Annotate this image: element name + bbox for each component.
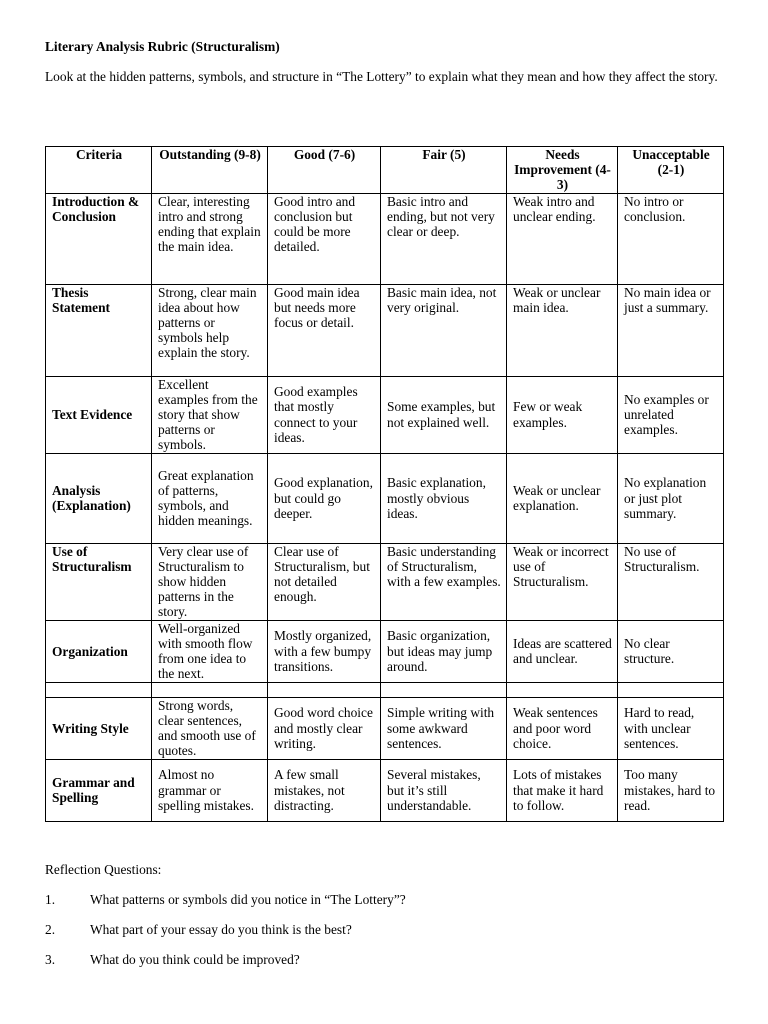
reflection-question (45, 952, 300, 968)
header-good: Good (7-6) (268, 147, 381, 194)
table-row (46, 759, 724, 821)
table-row (46, 376, 724, 453)
header-row (46, 147, 724, 194)
table-row (46, 697, 724, 759)
reflection-question (45, 922, 352, 938)
table-cell: No use of Structuralism. (618, 543, 724, 620)
table-cell: Clear use of Structuralism, but not detailed enough. (268, 543, 381, 620)
table-cell (618, 682, 724, 697)
table-cell: Basic organization, but ideas may jump around. (381, 620, 507, 682)
table-cell: Excellent examples from the story that show patterns or symbols. (152, 376, 268, 453)
table-cell: Basic intro and ending, but not very clear or deep. (381, 193, 507, 284)
table-cell: Basic understanding of Structuralism, with a few examples. (381, 543, 507, 620)
question-text: What do you think could be improved? (90, 952, 300, 967)
table-row (46, 453, 724, 543)
header-unacceptable: Unacceptable (2-1) (618, 147, 724, 194)
table-cell: Strong words, clear sentences, and smooth use of quotes. (152, 697, 268, 759)
table-cell: Weak sentences and poor word choice. (507, 697, 618, 759)
table-cell: Clear, interesting intro and strong ending that explain the main idea. (152, 193, 268, 284)
table-cell: Weak or incorrect use of Structuralism. (507, 543, 618, 620)
table-cell: Weak or unclear explanation. (507, 453, 618, 543)
table-cell: No clear structure. (618, 620, 724, 682)
table-cell (152, 682, 268, 697)
criteria-cell: Use of Structuralism (46, 543, 152, 620)
reflection-question (45, 892, 406, 908)
table-cell: No explanation or just plot summary. (618, 453, 724, 543)
table-cell: Good explanation, but could go deeper. (268, 453, 381, 543)
question-text: What part of your essay do you think is the best? (90, 922, 352, 937)
criteria-cell: Analysis (Explanation) (46, 453, 152, 543)
header-fair: Fair (5) (381, 147, 507, 194)
intro-paragraph: Look at the hidden patterns, symbols, and structure in “The Lottery” to explain what they mean and how they affect the story. (45, 69, 718, 84)
criteria-cell: Text Evidence (46, 376, 152, 453)
table-cell: Good main idea but needs more focus or detail. (268, 284, 381, 376)
question-text: What patterns or symbols did you notice in “The Lottery”? (90, 892, 406, 907)
document-title: Literary Analysis Rubric (Structuralism) (45, 39, 280, 54)
table-cell: Strong, clear main idea about how patterns or symbols help explain the story. (152, 284, 268, 376)
table-cell: Weak intro and unclear ending. (507, 193, 618, 284)
header-criteria: Criteria (46, 147, 152, 194)
table-cell (507, 682, 618, 697)
criteria-cell: Grammar and Spelling (46, 759, 152, 821)
table-row (46, 543, 724, 620)
table-cell: Good word choice and mostly clear writing. (268, 697, 381, 759)
question-number: 3. (45, 952, 56, 967)
table-cell: Simple writing with some awkward sentences. (381, 697, 507, 759)
table-cell: No main idea or just a summary. (618, 284, 724, 376)
table-cell: Mostly organized, with a few bumpy transitions. (268, 620, 381, 682)
table-cell: Well-organized with smooth flow from one idea to the next. (152, 620, 268, 682)
table-row (46, 620, 724, 682)
table-cell: Basic main idea, not very original. (381, 284, 507, 376)
table-cell: Lots of mistakes that make it hard to follow. (507, 759, 618, 821)
header-needs-improvement: Needs Improvement (4-3) (507, 147, 618, 194)
header-outstanding: Outstanding (9-8) (152, 147, 268, 194)
table-cell: No intro or conclusion. (618, 193, 724, 284)
rubric-table (45, 146, 724, 822)
table-cell: Ideas are scattered and unclear. (507, 620, 618, 682)
empty-table-row (46, 682, 724, 697)
table-cell (381, 682, 507, 697)
table-cell: Hard to read, with unclear sentences. (618, 697, 724, 759)
question-number: 1. (45, 892, 56, 907)
table-cell: Almost no grammar or spelling mistakes. (152, 759, 268, 821)
table-row (46, 193, 724, 284)
table-cell: Basic explanation, mostly obvious ideas. (381, 453, 507, 543)
table-cell: Too many mistakes, hard to read. (618, 759, 724, 821)
table-cell: No examples or unrelated examples. (618, 376, 724, 453)
table-cell: Good intro and conclusion but could be more detailed. (268, 193, 381, 284)
question-number: 2. (45, 922, 56, 937)
table-cell: Good examples that mostly connect to your ideas. (268, 376, 381, 453)
criteria-cell: Thesis Statement (46, 284, 152, 376)
table-cell: Great explanation of patterns, symbols, and hidden meanings. (152, 453, 268, 543)
reflection-heading: Reflection Questions: (45, 862, 162, 877)
table-cell: Weak or unclear main idea. (507, 284, 618, 376)
table-cell: Few or weak examples. (507, 376, 618, 453)
table-cell (46, 682, 152, 697)
table-row (46, 284, 724, 376)
criteria-cell: Organization (46, 620, 152, 682)
table-cell (268, 682, 381, 697)
criteria-cell: Introduction & Conclusion (46, 193, 152, 284)
table-cell: Some examples, but not explained well. (381, 376, 507, 453)
table-cell: Several mistakes, but it’s still understandable. (381, 759, 507, 821)
table-cell: Very clear use of Structuralism to show hidden patterns in the story. (152, 543, 268, 620)
table-cell: A few small mistakes, not distracting. (268, 759, 381, 821)
criteria-cell: Writing Style (46, 697, 152, 759)
